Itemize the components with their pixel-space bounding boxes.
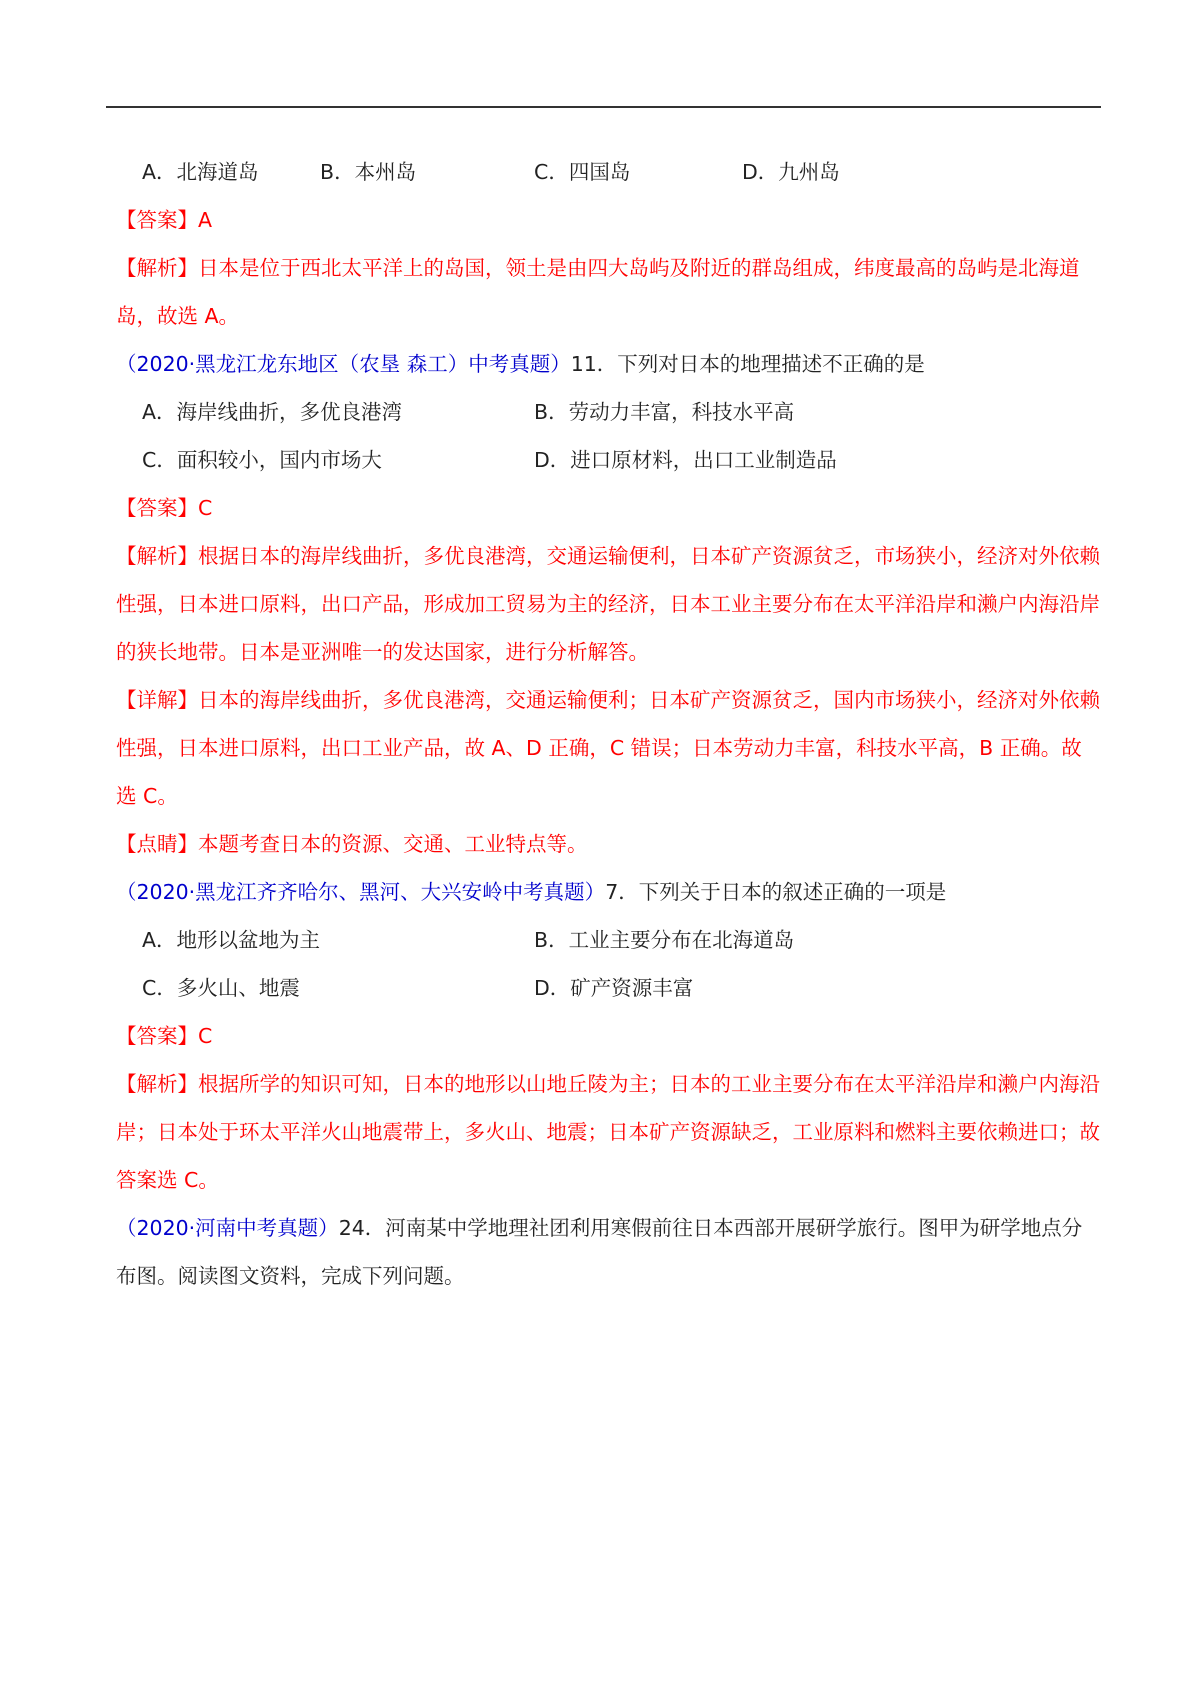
comment-label: 【点睛】: [116, 832, 198, 856]
q7-source: （2020·黑龙江齐齐哈尔、黑河、大兴安岭中考真题）: [116, 880, 606, 904]
q24-heading: [116, 1204, 1101, 1300]
q10-analysis: [116, 244, 1101, 340]
analysis-text: 根据所学的知识可知，日本的地形以山地丘陵为主；日本的工业主要分布在太平洋沿岸和濑户内海沿岸；日本处于环太平洋火山地震带上，多火山、地震；日本矿产资源缺乏，工业原料和燃料主要依赖进口；故答案选 C。: [116, 1072, 1100, 1192]
detail-text: 日本的海岸线曲折，多优良港湾，交通运输便利；日本矿产资源贫乏，国内市场狭小，经济对外依赖性强，日本进口原料，出口工业产品，故 A、D 正确，C 错误；日本劳动力丰富，科技水平高，B 正确。故选 C。: [116, 688, 1100, 808]
q11-option-a: A．海岸线曲折，多优良港湾: [142, 400, 403, 424]
answer-label: 【答案】: [116, 1024, 198, 1048]
document-body: [116, 148, 1101, 1300]
q11-comment: [116, 820, 1101, 868]
q7-option-d: D．矿产资源丰富: [534, 976, 694, 1000]
q24-stem: 24．河南某中学地理社团利用寒假前往日本西部开展研学旅行。图甲为研学地点分布图。阅读图文资料，完成下列问题。: [116, 1216, 1083, 1288]
detail-label: 【详解】: [116, 688, 198, 712]
q7-options-row2: [116, 964, 1101, 1012]
q7-stem: 7．下列关于日本的叙述正确的一项是: [605, 880, 947, 904]
q11-options-row1: [116, 388, 1101, 436]
analysis-text: 日本是位于西北太平洋上的岛国，领土是由四大岛屿及附近的群岛组成，纬度最高的岛屿是北海道岛，故选 A。: [116, 256, 1080, 328]
q10-options: [116, 148, 1101, 196]
q24-source: （2020·河南中考真题）: [116, 1216, 339, 1240]
q11-stem: 11．下列对日本的地理描述不正确的是: [570, 352, 925, 376]
q7-option-b: B．工业主要分布在北海道岛: [534, 928, 795, 952]
analysis-label: 【解析】: [116, 544, 198, 568]
q7-answer: [116, 1012, 1101, 1060]
q7-option-c: C．多火山、地震: [142, 976, 300, 1000]
analysis-label: 【解析】: [116, 1072, 198, 1096]
q11-heading: [116, 340, 1101, 388]
answer-value: C: [198, 496, 213, 520]
q11-analysis: [116, 532, 1101, 676]
q11-source: （2020·黑龙江龙东地区（农垦 森工）中考真题）: [116, 352, 571, 376]
answer-label: 【答案】: [116, 496, 198, 520]
q11-answer: [116, 484, 1101, 532]
answer-label: 【答案】: [116, 208, 198, 232]
q11-option-b: B．劳动力丰富，科技水平高: [534, 400, 795, 424]
q10-option-b: B．本州岛: [320, 160, 417, 184]
q7-option-a: A．地形以盆地为主: [142, 928, 321, 952]
q10-option-c: C．四国岛: [534, 160, 631, 184]
q7-options-row1: [116, 916, 1101, 964]
q10-option-a: A．北海道岛: [142, 160, 259, 184]
q10-answer: [116, 196, 1101, 244]
q11-option-c: C．面积较小，国内市场大: [142, 448, 382, 472]
answer-value: C: [198, 1024, 213, 1048]
q10-option-d: D．九州岛: [742, 160, 840, 184]
q7-heading: [116, 868, 1101, 916]
comment-text: 本题考查日本的资源、交通、工业特点等。: [198, 832, 588, 856]
q11-detail: [116, 676, 1101, 820]
header-rule: [106, 106, 1101, 108]
answer-value: A: [198, 208, 213, 232]
q7-analysis: [116, 1060, 1101, 1204]
q11-option-d: D．进口原材料，出口工业制造品: [534, 448, 837, 472]
analysis-text: 根据日本的海岸线曲折，多优良港湾，交通运输便利，日本矿产资源贫乏，市场狭小，经济对外依赖性强，日本进口原料，出口产品，形成加工贸易为主的经济，日本工业主要分布在太平洋沿岸和濑户内海沿岸的狭长地带。日本是亚洲唯一的发达国家，进行分析解答。: [116, 544, 1100, 664]
analysis-label: 【解析】: [116, 256, 198, 280]
q11-options-row2: [116, 436, 1101, 484]
